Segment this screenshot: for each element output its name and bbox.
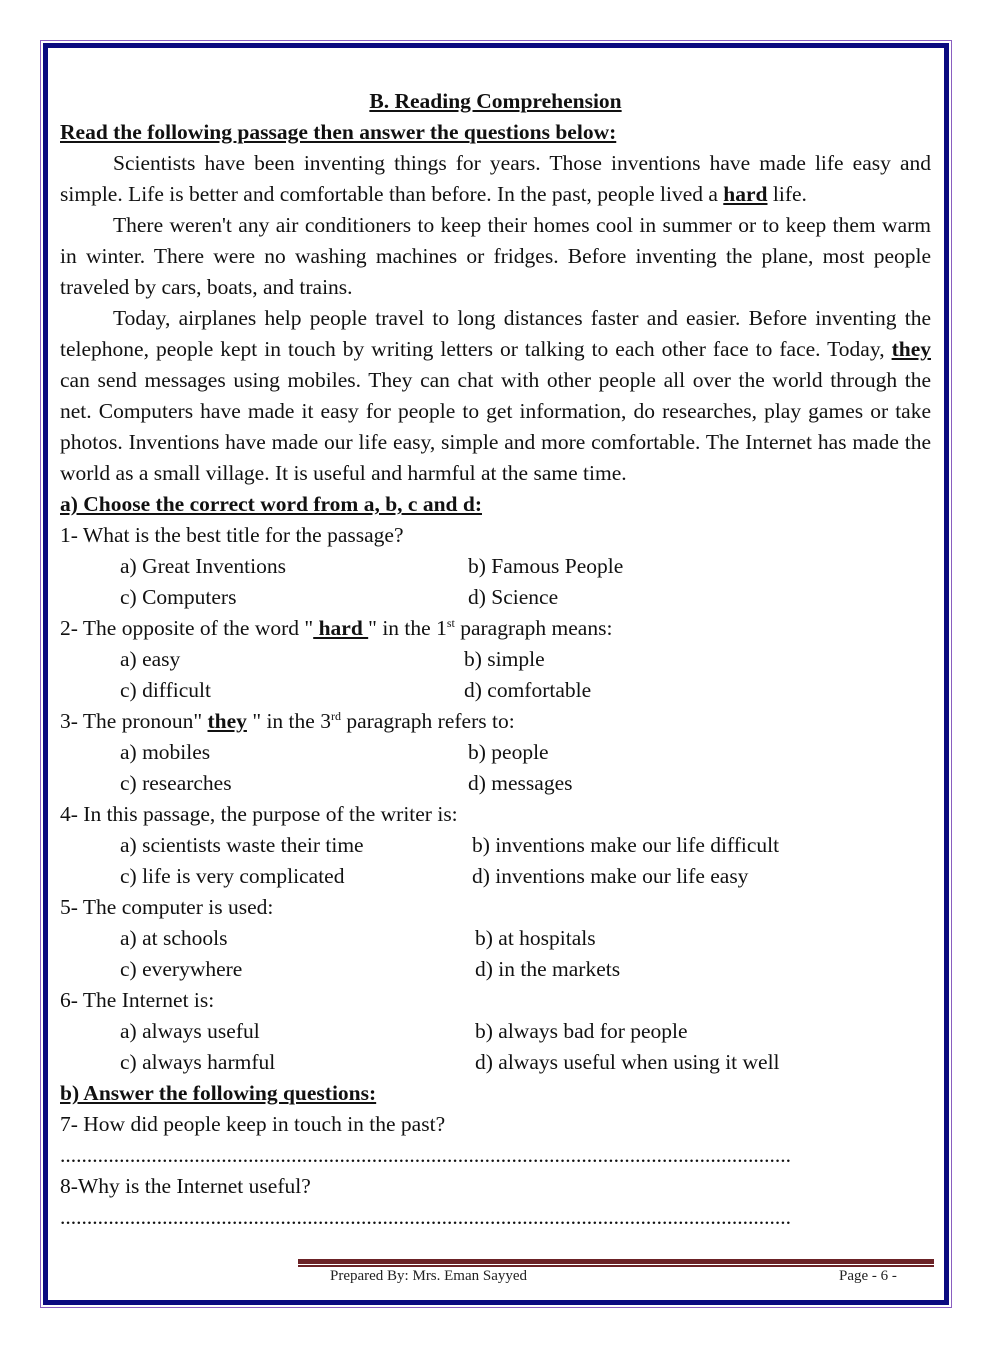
option-a[interactable]: a) easy <box>120 647 181 671</box>
option-d[interactable]: d) in the markets <box>475 957 621 981</box>
instruction: Read the following passage then answer the questions below: <box>60 120 617 144</box>
option-b[interactable]: b) people <box>468 740 549 764</box>
question-3 <box>60 706 931 737</box>
option-c[interactable]: c) difficult <box>120 678 211 702</box>
passage-paragraph-1 <box>60 148 931 210</box>
question-2-options <box>60 644 931 706</box>
ordinal-suffix: st <box>446 615 455 630</box>
question-4-options <box>60 830 931 892</box>
question-5: 5- The computer is used: <box>60 895 274 919</box>
footer-page-number: Page - 6 - <box>839 1268 897 1284</box>
footer-divider <box>298 1259 934 1265</box>
option-c[interactable]: c) researches <box>120 771 232 795</box>
question-text: 3- The pronoun" <box>60 709 208 733</box>
option-b[interactable]: b) simple <box>464 647 545 671</box>
section-b-title: b) Answer the following questions: <box>60 1081 377 1105</box>
option-a[interactable]: a) always useful <box>120 1019 260 1043</box>
question-6: 6- The Internet is: <box>60 988 215 1012</box>
paragraph-text: life. <box>767 182 807 206</box>
question-3-options <box>60 737 931 799</box>
option-c[interactable]: c) Computers <box>120 585 237 609</box>
section-a-title: a) Choose the correct word from a, b, c and d: <box>60 492 482 516</box>
question-7: 7- How did people keep in touch in the past? <box>60 1112 446 1136</box>
footer-author: Prepared By: Mrs. Eman Sayyed <box>330 1268 528 1284</box>
question-text: 2- The opposite of the word " <box>60 616 314 640</box>
option-c[interactable]: c) always harmful <box>120 1050 276 1074</box>
option-a[interactable]: a) mobiles <box>120 740 211 764</box>
paragraph-text: can send messages using mobiles. They can chat with other people all over the world through the net. Computers have made it easy for people to get information, do researches, play games or take photos. Inventions have made our life easy, simple and more comfortable. The Internet has made the world as a small village. It is useful and harmful at the same time. <box>60 368 931 485</box>
keyword-they: they <box>207 709 247 733</box>
question-text: paragraph refers to: <box>340 709 515 733</box>
ordinal-suffix: rd <box>330 708 341 723</box>
passage-paragraph-3 <box>60 303 931 489</box>
option-a[interactable]: a) Great Inventions <box>120 554 286 578</box>
option-d[interactable]: d) always useful when using it well <box>475 1050 780 1074</box>
option-c[interactable]: c) everywhere <box>120 957 243 981</box>
option-b[interactable]: b) always bad for people <box>475 1019 688 1043</box>
passage-paragraph-2: There weren't any air conditioners to keep their homes cool in summer or to keep them warm in winter. There were no washing machines or fridges. Before inventing the plane, most people traveled by cars, boats, and trains. <box>60 213 931 299</box>
option-a[interactable]: a) at schools <box>120 926 228 950</box>
section-title: B. Reading Comprehension <box>369 89 622 113</box>
question-text: " in the 3 <box>246 709 331 733</box>
option-c[interactable]: c) life is very complicated <box>120 864 345 888</box>
question-1: 1- What is the best title for the passage? <box>60 523 404 547</box>
question-2 <box>60 613 931 644</box>
question-1-options <box>60 551 931 613</box>
answer-line-7[interactable]: ........................................................................................................................................ <box>60 1143 791 1167</box>
option-a[interactable]: a) scientists waste their time <box>120 833 364 857</box>
question-4: 4- In this passage, the purpose of the writer is: <box>60 802 458 826</box>
question-5-options <box>60 923 931 985</box>
keyword-hard: hard <box>313 616 369 640</box>
option-b[interactable]: b) at hospitals <box>475 926 596 950</box>
question-8: 8-Why is the Internet useful? <box>60 1174 311 1198</box>
paragraph-text: Today, airplanes help people travel to long distances faster and easier. Before inventing the telephone, people kept in touch by writing letters or talking to each other face to face. Today, <box>60 306 931 361</box>
keyword-hard: hard <box>723 182 768 206</box>
keyword-they: they <box>891 337 931 361</box>
answer-line-8[interactable]: ........................................................................................................................................ <box>60 1205 791 1229</box>
option-d[interactable]: d) Science <box>468 585 559 609</box>
option-d[interactable]: d) comfortable <box>464 678 592 702</box>
option-b[interactable]: b) inventions make our life difficult <box>472 833 780 857</box>
question-6-options <box>60 1016 931 1078</box>
option-d[interactable]: d) messages <box>468 771 573 795</box>
option-d[interactable]: d) inventions make our life easy <box>472 864 749 888</box>
question-text: paragraph means: <box>454 616 613 640</box>
option-b[interactable]: b) Famous People <box>468 554 624 578</box>
question-text: " in the 1 <box>368 616 447 640</box>
paragraph-text: Scientists have been inventing things for years. Those inventions have made life easy and simple. Life is better and comfortable than before. In the past, people lived a <box>60 151 931 206</box>
worksheet-content <box>60 86 931 1233</box>
